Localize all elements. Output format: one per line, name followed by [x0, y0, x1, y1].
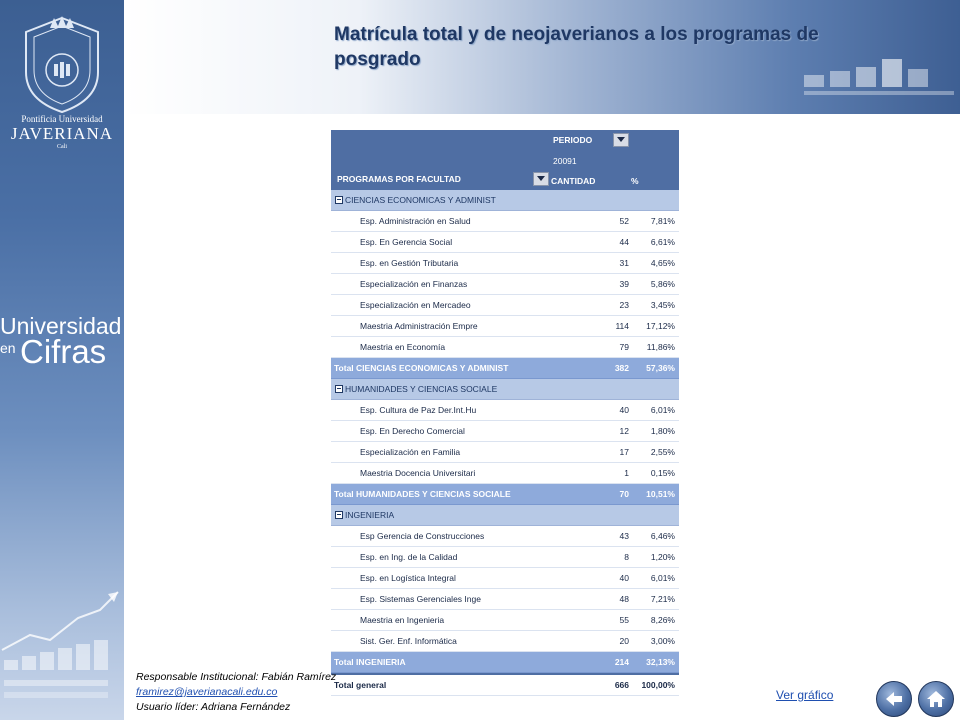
collapse-icon[interactable] [335, 196, 343, 204]
group-label: CIENCIAS ECONOMICAS Y ADMINIST [345, 195, 496, 205]
row-qty: 1 [624, 468, 629, 478]
brand-line3: Cifras [20, 333, 107, 370]
total-qty: 382 [614, 363, 629, 373]
row-qty: 48 [619, 594, 629, 604]
table-row [331, 253, 679, 274]
total-pct: 32,13% [646, 657, 675, 667]
usuario-lider-text: Usuario líder: Adriana Fernández [136, 701, 291, 713]
ver-grafico-link[interactable]: Ver gráfico [776, 688, 834, 702]
grand-total-qty: 666 [614, 680, 629, 690]
row-qty: 79 [619, 342, 629, 352]
row-label: Esp. en Ing. de la Calidad [360, 552, 458, 562]
home-icon [926, 689, 946, 709]
brand-line1: Universidad [0, 313, 122, 339]
programs-dropdown-icon[interactable] [533, 172, 549, 186]
group-label: HUMANIDADES Y CIENCIAS SOCIALE [345, 384, 498, 394]
periodo-dropdown-icon[interactable] [613, 133, 629, 147]
row-qty: 40 [619, 573, 629, 583]
programs-label: PROGRAMAS POR FACULTAD [337, 174, 461, 184]
row-label: Maestria en Economía [360, 342, 446, 352]
total-pct: 10,51% [646, 489, 675, 499]
row-qty: 20 [619, 636, 629, 646]
email-link[interactable]: framirez@javerianacali.edu.co [136, 686, 278, 698]
table-row [331, 442, 679, 463]
table-body [331, 190, 679, 673]
total-label: Total HUMANIDADES Y CIENCIAS SOCIALE [334, 489, 511, 499]
responsable-text: Responsable Institucional: Fabián Ramírez [136, 671, 337, 683]
table-row [331, 421, 679, 442]
pct-header: % [631, 176, 639, 186]
row-pct: 1,80% [650, 426, 675, 436]
row-pct: 17,12% [646, 321, 675, 331]
row-qty: 44 [619, 237, 629, 247]
footer [136, 670, 336, 715]
brand-line2: en [0, 340, 16, 356]
group-label: INGENIERIA [345, 510, 395, 520]
university-line1: Pontificia Universidad [21, 114, 103, 124]
table-row [331, 232, 679, 253]
row-pct: 7,81% [650, 216, 675, 226]
collapse-icon[interactable] [335, 511, 343, 519]
row-qty: 55 [619, 615, 629, 625]
crest-icon [10, 12, 114, 116]
row-label: Esp. en Gestión Tributaria [360, 258, 459, 268]
row-label: Esp. Administración en Salud [360, 216, 471, 226]
semester-label: 20091 [553, 156, 577, 166]
row-label: Esp. en Logística Integral [360, 573, 456, 583]
grand-total-label: Total general [334, 680, 387, 690]
row-qty: 39 [619, 279, 629, 289]
table-row [331, 631, 679, 652]
group-row[interactable] [331, 505, 679, 526]
group-row[interactable] [331, 379, 679, 400]
row-label: Especialización en Mercadeo [360, 300, 471, 310]
row-pct: 1,20% [650, 552, 675, 562]
total-pct: 57,36% [646, 363, 675, 373]
row-pct: 4,65% [650, 258, 675, 268]
row-label: Esp. Cultura de Paz Der.Int.Hu [360, 405, 477, 415]
page-title: Matrícula total y de neojaverianos a los programas de posgrado [334, 24, 819, 70]
sidebar [0, 0, 124, 720]
table-row [331, 274, 679, 295]
table-row [331, 337, 679, 358]
row-label: Esp Gerencia de Construcciones [360, 531, 485, 541]
row-qty: 31 [619, 258, 629, 268]
row-pct: 0,15% [650, 468, 675, 478]
row-pct: 3,00% [650, 636, 675, 646]
table-row [331, 568, 679, 589]
table-row [331, 589, 679, 610]
row-label: Maestria Docencia Universitari [360, 468, 476, 478]
row-pct: 6,46% [650, 531, 675, 541]
row-qty: 12 [619, 426, 629, 436]
row-pct: 2,55% [650, 447, 675, 457]
row-qty: 23 [619, 300, 629, 310]
collapse-icon[interactable] [335, 385, 343, 393]
group-total-row [331, 652, 679, 673]
bar-decoration [0, 640, 124, 720]
group-total-row [331, 484, 679, 505]
row-pct: 7,21% [650, 594, 675, 604]
table-row [331, 610, 679, 631]
row-pct: 6,01% [650, 573, 675, 583]
back-button[interactable] [876, 681, 912, 717]
row-qty: 17 [619, 447, 629, 457]
table-row [331, 295, 679, 316]
pivot-table [331, 130, 679, 696]
row-label: Maestria en Ingenieria [360, 615, 445, 625]
group-total-row [331, 358, 679, 379]
row-qty: 52 [619, 216, 629, 226]
university-line2: JAVERIANA [10, 124, 114, 143]
total-label: Total CIENCIAS ECONOMICAS Y ADMINIST [334, 363, 509, 373]
row-label: Esp. Sistemas Gerenciales Inge [360, 594, 481, 604]
table-row [331, 463, 679, 484]
row-pct: 11,86% [646, 342, 675, 352]
row-label: Especialización en Finanzas [360, 279, 468, 289]
row-label: Especialización en Familia [360, 447, 461, 457]
row-qty: 43 [619, 531, 629, 541]
group-row[interactable] [331, 190, 679, 211]
row-pct: 3,45% [650, 300, 675, 310]
periodo-label: PERIODO [553, 135, 593, 145]
row-pct: 5,86% [650, 279, 675, 289]
row-qty: 114 [615, 321, 629, 331]
row-pct: 8,26% [650, 615, 675, 625]
row-label: Esp. En Derecho Comercial [360, 426, 465, 436]
back-arrow-icon [884, 689, 904, 709]
total-qty: 214 [614, 657, 629, 667]
grand-total-row [331, 673, 679, 696]
row-qty: 8 [624, 552, 629, 562]
university-line3: Cali [57, 144, 67, 150]
table-header [331, 130, 679, 190]
home-button[interactable] [918, 681, 954, 717]
row-qty: 40 [619, 405, 629, 415]
total-qty: 70 [619, 489, 629, 499]
table-row [331, 547, 679, 568]
row-label: Sist. Ger. Enf. Informática [360, 636, 457, 646]
row-pct: 6,61% [650, 237, 675, 247]
row-label: Esp. En Gerencia Social [360, 237, 453, 247]
grand-total-pct: 100,00% [641, 680, 675, 690]
row-pct: 6,01% [650, 405, 675, 415]
total-label: Total INGENIERIA [334, 657, 406, 667]
table-row [331, 316, 679, 337]
table-row [331, 211, 679, 232]
row-label: Maestria Administración Empre [360, 321, 478, 331]
table-row [331, 400, 679, 421]
table-row [331, 526, 679, 547]
cantidad-header: CANTIDAD [551, 176, 596, 186]
